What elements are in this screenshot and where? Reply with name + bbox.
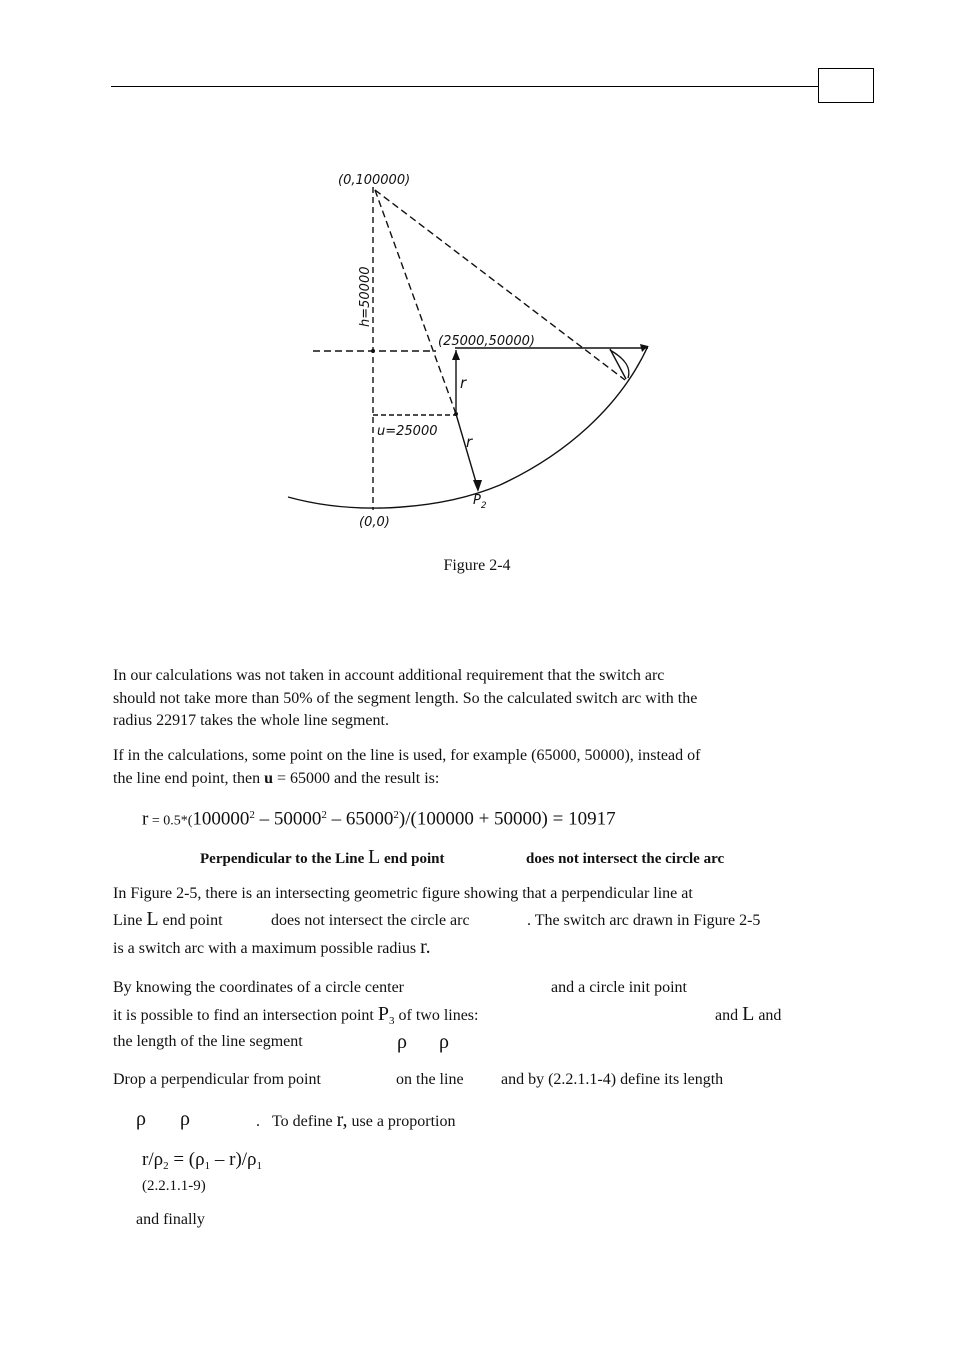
rho-symbol: ρ — [397, 1031, 407, 1053]
equation-radius: $r = 0.5*(100000^2 - 50000^2 - 65000^2)/(100000 + 50000) = 10917$ — [142, 808, 616, 830]
paragraph-figure-2-5-line2: Line L end point — [113, 908, 223, 930]
equation-proportion: $r/\rho_2 = (\rho_1 - r)/\rho_1$ — [142, 1149, 263, 1173]
paragraph-define-length: and by (2.2.1.1-4) define its length — [501, 1071, 724, 1088]
label-u: u=25000 — [377, 424, 438, 439]
radius-line — [456, 414, 478, 489]
label-r-upper: r — [460, 374, 467, 392]
section-heading-end: does not intersect the circle arc — [526, 851, 725, 867]
section-heading: Perpendicular to the Line L end point — [200, 846, 445, 868]
paragraph-figure-2-5-line2c: . The switch arc drawn in Figure 2-5 — [527, 912, 761, 929]
label-origin: (0,0) — [359, 515, 390, 530]
paragraph-segment-length: the length of the line segment — [113, 1033, 303, 1050]
paragraph-calculations: In our calculations was not taken in account additional requirement that the switch arc should not take more than 50% of the segment length. So the calculated switch arc with the radius 22917 takes the whole line segment. — [113, 667, 698, 729]
rho-symbol: ρ — [439, 1031, 449, 1053]
label-top: (0,100000) — [338, 173, 411, 188]
dashed-radius — [375, 190, 456, 414]
paragraph-example-point: If in the calculations, some point on the line is used, for example (65000, 50000), instead of the line end point, then u = 65000 and the result is: — [113, 747, 701, 787]
figure-caption: Figure 2-4 — [443, 557, 511, 574]
label-point: (25000,50000) — [438, 334, 535, 349]
paragraph-and-L: and L and — [715, 1003, 782, 1025]
paragraph-intersection: it is possible to find an intersection point $P_3$ of two lines: — [113, 1003, 479, 1028]
paragraph-figure-2-5-line1: In Figure 2-5, there is an intersecting geometric figure showing that a perpendicular line at — [113, 885, 693, 902]
label-r-lower: r — [466, 433, 473, 451]
label-h: h=50000 — [358, 266, 373, 327]
equation-number: (2.2.1.1-9) — [142, 1178, 206, 1194]
paragraph-and-finally: and finally — [136, 1211, 205, 1228]
figure-2-4 — [280, 152, 680, 544]
page-number-box — [818, 68, 874, 103]
paragraph-figure-2-5-line2b: does not intersect the circle arc — [271, 912, 470, 929]
label-p2: $P_2$ — [473, 493, 487, 511]
paragraph-drop-perpendicular: Drop a perpendicular from point — [113, 1071, 321, 1088]
paragraph-figure-2-5-line3: is a switch arc with a maximum possible radius r. — [113, 936, 431, 958]
rho-symbol: ρ — [136, 1108, 146, 1130]
paragraph-init-point: and a circle init point — [551, 979, 687, 996]
header-rule — [111, 86, 819, 87]
circle-arc — [288, 346, 648, 508]
rho-symbol: ρ — [180, 1108, 190, 1130]
paragraph-define-r: . To define r, use a proportion — [256, 1109, 456, 1131]
paragraph-on-line: on the line — [396, 1071, 464, 1088]
paragraph-circle-center: By knowing the coordinates of a circle center — [113, 979, 404, 996]
